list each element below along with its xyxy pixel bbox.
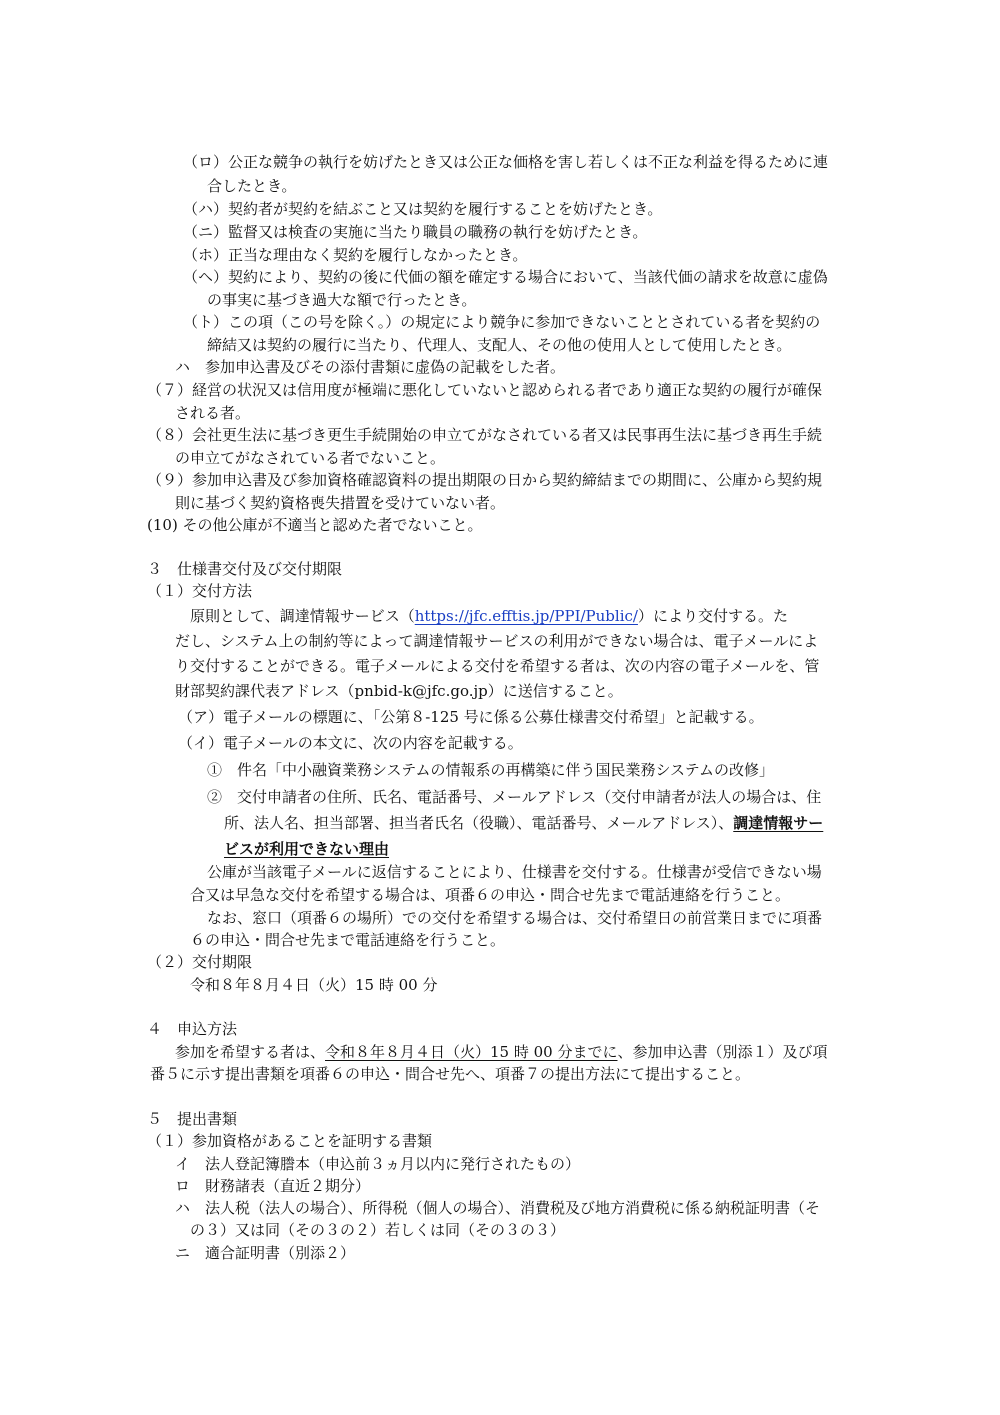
email-item-2-text: 所、法人名、担当部署、担当者氏名（役職）、電話番号、メールアドレス）、 bbox=[224, 814, 734, 832]
item-to-line1: （ト）この項（この号を除く。）の規定により競争に参加できないこととされている者を契約の bbox=[183, 313, 821, 331]
application-deadline: 令和８年８月４日（火）15 時 00 分までに bbox=[325, 1043, 618, 1061]
delivery-method-text-pre: 原則として、調達情報サービス（ bbox=[190, 607, 415, 625]
document-ni: ニ 適合証明書（別添２） bbox=[175, 1244, 356, 1262]
email-item-2-line3: ビスが利用できない理由 bbox=[224, 840, 390, 858]
document-ha-line2: の３）又は同（その３の２）若しくは同（その３の３） bbox=[190, 1221, 566, 1239]
email-item-1: ① 件名「中小融資業務システムの情報系の再構築に伴う国民業務システムの改修」 bbox=[207, 761, 775, 779]
item-ro-line1: （ロ）公正な競争の執行を妨げたとき又は公正な価格を害し若しくは不正な利益を得るために連 bbox=[183, 153, 829, 171]
application-method-line2: 番５に示す提出書類を項番６の申込・問合せ先へ、項番７の提出方法にて提出すること。 bbox=[150, 1065, 751, 1083]
email-body-instruction: （イ）電子メールの本文に、次の内容を記載する。 bbox=[178, 734, 523, 752]
item-10: (10) その他公庫が不適当と認めた者でないこと。 bbox=[147, 516, 483, 534]
document-i: イ 法人登記簿謄本（申込前３ヵ月以内に発行されたもの） bbox=[175, 1155, 581, 1173]
section-3-2-heading: （２）交付期限 bbox=[147, 953, 253, 971]
item-he-line2: の事実に基づき過大な額で行ったとき。 bbox=[207, 291, 477, 309]
window-note-line1: なお、窓口（項番６の場所）での交付を希望する場合は、交付希望日の前営業日までに項番 bbox=[207, 909, 823, 927]
item-9-line2: 則に基づく契約資格喪失措置を受けていない者。 bbox=[175, 494, 506, 512]
procurement-service-link[interactable]: https://jfc.efftis.jp/PPI/Public/ bbox=[414, 607, 638, 625]
item-he-line1: （ヘ）契約により、契約の後に代価の額を確定する場合において、当該代価の請求を故意に虚偽 bbox=[183, 268, 828, 286]
item-7-line2: される者。 bbox=[175, 404, 251, 422]
reply-note-line2: 合又は早急な交付を希望する場合は、項番６の申込・問合せ先まで電話連絡を行うこと。 bbox=[190, 886, 791, 904]
delivery-method-line4: 財部契約課代表アドレス（pnbid-k@jfc.go.jp）に送信すること。 bbox=[175, 682, 623, 700]
document-ha-line1: ハ 法人税（法人の場合）、所得税（個人の場合）、消費税及び地方消費税に係る納税証明書（そ bbox=[175, 1199, 821, 1217]
section-3-1-heading: （１）交付方法 bbox=[147, 582, 253, 600]
delivery-method-line3: り交付することができる。電子メールによる交付を希望する者は、次の内容の電子メールを、管 bbox=[175, 657, 820, 675]
item-7-line1: （７）経営の状況又は信用度が極端に悪化していないと認められる者であり適正な契約の履行が確保 bbox=[147, 381, 823, 399]
item-8-line1: （８）会社更生法に基づき更生手続開始の申立てがなされている者又は民事再生法に基づき再生手続 bbox=[147, 426, 823, 444]
item-ha2: ハ 参加申込書及びその添付書類に虚偽の記載をした者。 bbox=[175, 358, 566, 376]
delivery-method-line2: だし、システム上の制約等によって調達情報サービスの利用ができない場合は、電子メールによ bbox=[175, 632, 819, 650]
reply-note-line1: 公庫が当該電子メールに返信することにより、仕様書を交付する。仕様書が受信できない場 bbox=[207, 863, 822, 881]
item-to-line2: 締結又は契約の履行に当たり、代理人、支配人、その他の使用人として使用したとき。 bbox=[207, 336, 792, 354]
delivery-method-text-post: ）により交付する。た bbox=[637, 607, 788, 625]
item-9-line1: （９）参加申込書及び参加資格確認資料の提出期限の日から契約締結までの期間に、公庫から契約規 bbox=[147, 471, 823, 489]
item-ro-line2: 合したとき。 bbox=[207, 177, 297, 195]
section-3-heading: ３ 仕様書交付及び交付期限 bbox=[147, 560, 343, 578]
delivery-deadline: 令和８年８月４日（火）15 時 00 分 bbox=[190, 976, 438, 994]
section-5-heading: ５ 提出書類 bbox=[147, 1110, 238, 1128]
document-ro: ロ 財務諸表（直近２期分） bbox=[175, 1177, 371, 1195]
email-item-2-emphasis: 調達情報サー bbox=[733, 814, 824, 832]
item-ho: （ホ）正当な理由なく契約を履行しなかったとき。 bbox=[183, 246, 528, 264]
application-method-line1 bbox=[175, 1041, 828, 1063]
email-item-2-line1: ② 交付申請者の住所、氏名、電話番号、メールアドレス（交付申請者が法人の場合は、住 bbox=[207, 788, 822, 806]
email-item-2-line2 bbox=[224, 812, 823, 834]
window-note-line2: ６の申込・問合せ先まで電話連絡を行うこと。 bbox=[190, 931, 506, 949]
section-5-1-heading: （１）参加資格があることを証明する書類 bbox=[147, 1132, 433, 1150]
item-ha: （ハ）契約者が契約を結ぶこと又は契約を履行することを妨げたとき。 bbox=[183, 200, 663, 218]
section-4-heading: ４ 申込方法 bbox=[147, 1020, 238, 1038]
email-subject-instruction: （ア）電子メールの標題に、「公第８-125 号に係る公募仕様書交付希望」と記載する。 bbox=[178, 708, 764, 726]
application-text-pre: 参加を希望する者は、 bbox=[175, 1043, 326, 1061]
item-8-line2: の申立てがなされている者でないこと。 bbox=[175, 449, 446, 467]
application-text-post: 、参加申込書（別添１）及び項 bbox=[617, 1043, 828, 1061]
item-ni: （ニ）監督又は検査の実施に当たり職員の職務の執行を妨げたとき。 bbox=[183, 223, 648, 241]
delivery-method-line1 bbox=[190, 605, 788, 627]
